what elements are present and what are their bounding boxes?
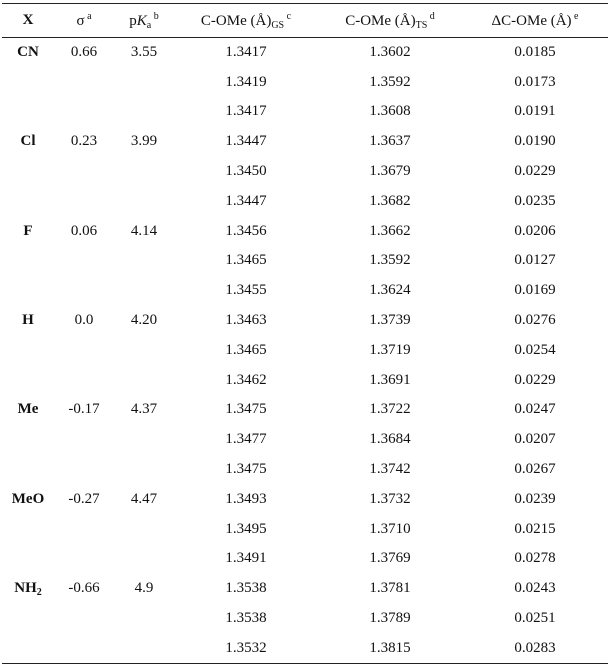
c-ome-gs-cell: 1.3465 (225, 252, 267, 269)
c-ome-gs-cell: 1.3463 (225, 312, 267, 329)
table-row (2, 425, 608, 455)
c-ome-ts-cell: 1.3739 (369, 312, 411, 329)
c-ome-gs-cell: 1.3417 (225, 44, 267, 61)
pka-cell (114, 97, 174, 127)
delta-c-ome-cell: 0.0229 (514, 371, 556, 388)
x-cell (2, 335, 54, 365)
pka-cell (114, 246, 174, 276)
table-row (2, 97, 608, 127)
delta-c-ome-cell: 0.0207 (514, 431, 556, 448)
header-sigma: σ $^a$ (54, 4, 114, 38)
sigma-cell: -0.17 (68, 401, 100, 418)
table-row (2, 38, 608, 68)
table-row (2, 67, 608, 97)
c-ome-ts-cell: 1.3682 (369, 192, 411, 209)
c-ome-ts-cell: 1.3679 (369, 163, 411, 180)
table-row (2, 276, 608, 306)
pka-cell (114, 335, 174, 365)
delta-c-ome-cell: 0.0191 (514, 103, 556, 120)
sigma-cell (54, 157, 114, 187)
sigma-cell: 0.66 (70, 44, 98, 61)
delta-c-ome-cell: 0.0185 (514, 44, 556, 61)
c-ome-ts-cell: 1.3608 (369, 103, 411, 120)
table-row (2, 633, 608, 663)
c-ome-ts-cell: 1.3719 (369, 341, 411, 358)
delta-c-ome-cell: 0.0190 (514, 133, 556, 150)
c-ome-gs-cell: 1.3477 (225, 431, 267, 448)
delta-c-ome-cell: 0.0243 (514, 580, 556, 597)
table-body (2, 38, 608, 664)
table-row (2, 216, 608, 246)
x-cell (2, 365, 54, 395)
x-cell (2, 97, 54, 127)
table-row (2, 604, 608, 634)
header-x: X (2, 4, 54, 38)
table-row (2, 484, 608, 514)
x-cell: Cl (20, 133, 36, 150)
x-cell: CN (17, 44, 39, 61)
sigma-cell (54, 67, 114, 97)
delta-c-ome-cell: 0.0215 (514, 520, 556, 537)
delta-c-ome-cell: 0.0229 (514, 163, 556, 180)
c-ome-gs-cell: 1.3493 (225, 490, 267, 507)
table-row (2, 395, 608, 425)
data-table (2, 3, 608, 664)
pka-cell: 4.14 (130, 222, 158, 239)
c-ome-ts-cell: 1.3602 (369, 44, 411, 61)
pka-cell (114, 186, 174, 216)
c-ome-gs-cell: 1.3495 (225, 520, 267, 537)
pka-cell (114, 157, 174, 187)
x-cell (2, 67, 54, 97)
delta-c-ome-cell: 0.0235 (514, 192, 556, 209)
c-ome-ts-cell: 1.3624 (369, 282, 411, 299)
sigma-cell (54, 97, 114, 127)
delta-c-ome-cell: 0.0254 (514, 341, 556, 358)
c-ome-gs-cell: 1.3538 (225, 580, 267, 597)
pka-cell: 3.99 (130, 133, 158, 150)
sigma-cell: -0.27 (68, 490, 100, 507)
x-cell (2, 246, 54, 276)
c-ome-ts-cell: 1.3769 (369, 550, 411, 567)
delta-c-ome-cell: 0.0127 (514, 252, 556, 269)
sigma-cell: -0.66 (68, 580, 100, 597)
sigma-cell (54, 455, 114, 485)
delta-c-ome-cell: 0.0267 (514, 461, 556, 478)
pka-cell (114, 455, 174, 485)
x-cell: Me (17, 401, 39, 418)
sigma-cell (54, 335, 114, 365)
c-ome-ts-cell: 1.3710 (369, 520, 411, 537)
pka-cell: 3.55 (130, 44, 158, 61)
header-pka: $pK_a$ $^b$ (114, 4, 174, 38)
c-ome-ts-cell: 1.3592 (369, 73, 411, 90)
sigma-cell (54, 425, 114, 455)
sigma-cell (54, 365, 114, 395)
delta-c-ome-cell: 0.0276 (514, 312, 556, 329)
c-ome-gs-cell: 1.3532 (174, 633, 318, 663)
c-ome-gs-cell: 1.3456 (225, 222, 267, 239)
c-ome-gs-cell: 1.3419 (225, 73, 267, 90)
delta-c-ome-cell: 0.0247 (514, 401, 556, 418)
header-delta-c-ome: ΔC-OMe (Å) $^e$ (462, 4, 608, 38)
pka-cell (114, 604, 174, 634)
pka-cell (114, 425, 174, 455)
c-ome-ts-cell: 1.3592 (369, 252, 411, 269)
sigma-cell (54, 514, 114, 544)
c-ome-gs-cell: 1.3455 (225, 282, 267, 299)
table-row (2, 455, 608, 485)
delta-c-ome-cell: 0.0283 (462, 633, 608, 663)
sigma-cell (54, 186, 114, 216)
x-cell: MeO (11, 490, 45, 507)
header-c-ome-ts: C-OMe $(Å)_{TS}$ $^d$ (318, 4, 462, 38)
sigma-cell: 0.23 (70, 133, 98, 150)
table-row (2, 246, 608, 276)
c-ome-gs-cell: 1.3475 (225, 401, 267, 418)
c-ome-gs-cell: 1.3447 (225, 192, 267, 209)
c-ome-gs-cell: 1.3462 (225, 371, 267, 388)
x-cell (2, 186, 54, 216)
delta-c-ome-cell: 0.0173 (514, 73, 556, 90)
c-ome-gs-cell: 1.3450 (225, 163, 267, 180)
pka-cell (114, 544, 174, 574)
pka-cell (114, 633, 174, 663)
c-ome-gs-cell: 1.3417 (225, 103, 267, 120)
c-ome-gs-cell: 1.3475 (225, 461, 267, 478)
table-row (2, 127, 608, 157)
delta-c-ome-cell: 0.0251 (514, 610, 556, 627)
x-cell (2, 633, 54, 663)
c-ome-ts-cell: 1.3637 (369, 133, 411, 150)
delta-c-ome-cell: 0.0239 (514, 490, 556, 507)
c-ome-ts-cell: 1.3691 (369, 371, 411, 388)
sigma-cell (54, 604, 114, 634)
sigma-cell: 0.0 (74, 312, 94, 329)
x-cell (2, 544, 54, 574)
delta-c-ome-cell: 0.0278 (514, 550, 556, 567)
x-cell (2, 604, 54, 634)
c-ome-ts-cell: 1.3781 (369, 580, 411, 597)
c-ome-gs-cell: 1.3491 (225, 550, 267, 567)
pka-cell: 4.9 (134, 580, 154, 597)
table-row (2, 186, 608, 216)
pka-cell: 4.37 (130, 401, 158, 418)
pka-cell: 4.20 (130, 312, 158, 329)
c-ome-ts-cell: 1.3684 (369, 431, 411, 448)
x-cell (2, 455, 54, 485)
table-row (2, 365, 608, 395)
x-cell (2, 157, 54, 187)
pka-cell (114, 365, 174, 395)
x-cell: $NH_2$ (14, 579, 42, 598)
sigma-cell (54, 246, 114, 276)
x-cell (2, 276, 54, 306)
c-ome-ts-cell: 1.3789 (369, 610, 411, 627)
header-c-ome-gs: C-OMe $(Å)_{GS}$ $^c$ (174, 4, 318, 38)
table-row (2, 544, 608, 574)
c-ome-ts-cell: 1.3742 (369, 461, 411, 478)
pka-cell (114, 514, 174, 544)
c-ome-gs-cell: 1.3465 (225, 341, 267, 358)
pka-cell: 4.47 (130, 490, 158, 507)
x-cell: H (22, 312, 34, 329)
header-row (2, 4, 608, 38)
c-ome-gs-cell: 1.3538 (225, 610, 267, 627)
table-row (2, 574, 608, 604)
table-row (2, 157, 608, 187)
c-ome-gs-cell: 1.3447 (225, 133, 267, 150)
sigma-cell (54, 276, 114, 306)
delta-c-ome-cell: 0.0206 (514, 222, 556, 239)
table-row (2, 514, 608, 544)
sigma-cell (54, 544, 114, 574)
pka-cell (114, 67, 174, 97)
table-row (2, 306, 608, 336)
c-ome-ts-cell: 1.3732 (369, 490, 411, 507)
table-row (2, 335, 608, 365)
c-ome-ts-cell: 1.3662 (369, 222, 411, 239)
x-cell (2, 514, 54, 544)
c-ome-ts-cell: 1.3722 (369, 401, 411, 418)
delta-c-ome-cell: 0.0169 (514, 282, 556, 299)
pka-cell (114, 276, 174, 306)
c-ome-ts-cell: 1.3815 (318, 633, 462, 663)
sigma-cell: 0.06 (70, 222, 98, 239)
x-cell (2, 425, 54, 455)
sigma-cell (54, 633, 114, 663)
x-cell: F (23, 222, 33, 239)
